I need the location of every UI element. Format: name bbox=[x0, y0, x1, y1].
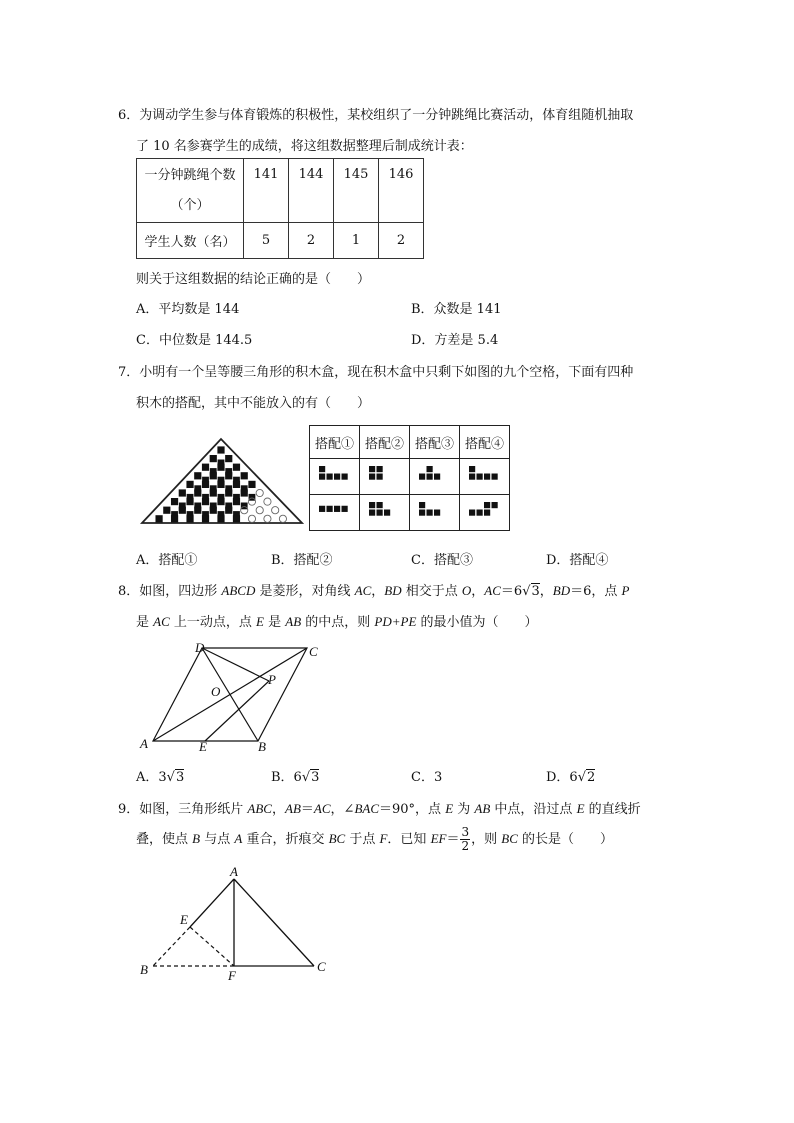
piece-block-square bbox=[419, 509, 425, 515]
q7-header-4: 搭配④ bbox=[460, 426, 510, 459]
filled-block-square bbox=[210, 455, 217, 462]
filled-block-square bbox=[225, 507, 232, 514]
q7-piece-cell bbox=[360, 459, 410, 495]
filled-block-square bbox=[186, 481, 193, 488]
q9-text: 叠，使点 bbox=[136, 832, 193, 847]
q6-value-cell: 144 bbox=[289, 159, 334, 223]
q8-text: 是 bbox=[136, 615, 154, 630]
filled-block-square bbox=[210, 507, 217, 514]
filled-block-square bbox=[241, 489, 248, 496]
filled-block-square bbox=[194, 507, 201, 514]
q6-value-cell: 146 bbox=[379, 159, 424, 223]
q7-triangle-dots bbox=[155, 446, 286, 522]
q8-radicand: 3 bbox=[531, 584, 540, 599]
q7-header-1: 搭配① bbox=[310, 426, 360, 459]
piece-block-square bbox=[369, 466, 375, 472]
piece-block-square bbox=[326, 505, 332, 511]
filled-block-square bbox=[233, 464, 240, 471]
q7-piece-2a bbox=[365, 462, 405, 488]
piece-block-square bbox=[469, 509, 475, 515]
filled-block-square bbox=[210, 489, 217, 496]
q9-text: 中点，沿过点 bbox=[490, 802, 577, 817]
q9-segment-ae bbox=[190, 879, 234, 927]
q8-math: O bbox=[461, 583, 472, 598]
q8-math: PD+PE bbox=[374, 614, 417, 629]
q6-count-cell: 1 bbox=[334, 223, 379, 259]
q9-line1 bbox=[118, 798, 641, 817]
q7-piece-cell bbox=[410, 459, 460, 495]
q9-label-c: C bbox=[317, 959, 326, 974]
filled-block-square bbox=[217, 481, 224, 488]
q8-rhombus-figure bbox=[135, 638, 325, 756]
filled-block-square bbox=[202, 481, 209, 488]
filled-block-square bbox=[249, 494, 256, 501]
q7-piece-3a bbox=[415, 462, 455, 488]
q9-fraction bbox=[460, 826, 470, 853]
filled-block-square bbox=[179, 507, 186, 514]
q9-text: ， bbox=[271, 802, 285, 817]
q9-label-f: F bbox=[228, 968, 236, 983]
filled-block-square bbox=[225, 455, 232, 462]
q7-piece-cell bbox=[310, 459, 360, 495]
q6-option-b[interactable]: B．众数是 141 bbox=[411, 302, 502, 317]
q8-math: BD bbox=[552, 583, 571, 598]
q9-text: ＝ bbox=[300, 802, 314, 817]
q8-text: ＝6 bbox=[500, 584, 523, 599]
q6-value-cell: 141 bbox=[244, 159, 289, 223]
sqrt-icon: √ bbox=[166, 770, 175, 785]
q9-math: AB bbox=[474, 801, 491, 816]
q9-text: 的直线折 bbox=[584, 802, 641, 817]
filled-block-square bbox=[217, 464, 224, 471]
filled-block-square bbox=[233, 515, 240, 522]
filled-block-square bbox=[179, 489, 186, 496]
q9-math: B bbox=[192, 831, 201, 846]
piece-block-square bbox=[434, 509, 440, 515]
q8-text: ， bbox=[471, 584, 485, 599]
filled-block-square bbox=[248, 481, 255, 488]
q9-segment-eb-dashed bbox=[153, 927, 190, 966]
piece-block-square bbox=[476, 509, 482, 515]
q8-number: 8． bbox=[118, 584, 140, 599]
filled-block-square bbox=[186, 498, 193, 505]
q8-option-text: D．6 bbox=[546, 770, 578, 785]
q9-math: BAC bbox=[354, 801, 379, 816]
q8-label-c: C bbox=[309, 644, 318, 659]
q9-frac-num: 3 bbox=[461, 825, 470, 839]
q6-header-a: 一分钟跳绳个数 bbox=[144, 167, 236, 183]
q7-piece-cell bbox=[360, 495, 410, 531]
piece-block-square bbox=[319, 466, 325, 472]
q8-radicand: 3 bbox=[311, 770, 320, 785]
q9-math: EF bbox=[430, 831, 447, 846]
q8-radicand: 3 bbox=[175, 770, 185, 785]
filled-block-square bbox=[155, 515, 162, 522]
q8-text: 上一动点，点 bbox=[169, 615, 257, 630]
q7-option-d[interactable]: D．搭配④ bbox=[546, 553, 609, 568]
q8-text: ， bbox=[539, 584, 553, 599]
filled-block-square bbox=[217, 498, 224, 505]
q7-piece-3b bbox=[415, 498, 455, 524]
q8-option-b[interactable] bbox=[271, 766, 319, 785]
q7-piece-cell bbox=[410, 495, 460, 531]
piece-block-square bbox=[319, 473, 325, 479]
empty-slot-circle bbox=[279, 515, 286, 522]
q8-line1 bbox=[118, 580, 630, 599]
empty-slot-circle bbox=[264, 498, 271, 505]
q6-prompt: 则关于这组数据的结论正确的是（ ） bbox=[136, 272, 371, 287]
q8-math: BD bbox=[384, 583, 402, 598]
piece-block-square bbox=[376, 466, 382, 472]
q8-text: 相交于点 bbox=[401, 584, 462, 599]
q7-option-a[interactable]: A．搭配① bbox=[136, 553, 198, 568]
q6-option-d[interactable]: D．方差是 5.4 bbox=[411, 333, 499, 348]
piece-block-square bbox=[334, 505, 340, 511]
q6-count-cell: 2 bbox=[289, 223, 334, 259]
piece-block-square bbox=[469, 466, 475, 472]
q7-option-b[interactable]: B．搭配② bbox=[271, 553, 333, 568]
empty-slot-circle bbox=[248, 515, 255, 522]
q9-text: ＝ bbox=[446, 832, 460, 847]
q6-line2: 了 10 名参赛学生的成绩，将这组数据整理后制成统计表： bbox=[136, 139, 473, 154]
q7-piece-1a bbox=[315, 462, 355, 488]
sqrt-icon: √ bbox=[301, 770, 311, 785]
q9-segment-ac bbox=[234, 879, 314, 966]
filled-block-square bbox=[233, 481, 240, 488]
piece-block-square bbox=[384, 509, 390, 515]
filled-block-square bbox=[202, 515, 209, 522]
piece-block-square bbox=[376, 509, 382, 515]
q9-number: 9． bbox=[118, 802, 140, 817]
q6-count-cell: 2 bbox=[379, 223, 424, 259]
q8-text: 是 bbox=[263, 615, 286, 630]
q7-piece-cell bbox=[460, 495, 510, 531]
filled-block-square bbox=[194, 472, 201, 479]
piece-block-square bbox=[341, 473, 347, 479]
q7-text1: 小明有一个呈等腰三角形的积木盒，现在积木盒中只剩下如图的九个空格，下面有四种 bbox=[139, 365, 634, 380]
piece-block-square bbox=[426, 509, 432, 515]
q8-option-text: B．6 bbox=[271, 770, 302, 785]
q8-label-b: B bbox=[258, 739, 266, 754]
q8-math: AC bbox=[153, 614, 170, 629]
q9-text: ＝90°，点 bbox=[379, 802, 446, 817]
q8-radicand: 2 bbox=[587, 770, 596, 785]
piece-block-square bbox=[469, 473, 475, 479]
q7-option-c[interactable]: C．搭配③ bbox=[411, 553, 473, 568]
q8-math: AC bbox=[354, 583, 372, 598]
piece-block-square bbox=[484, 473, 490, 479]
q9-text: ，则 bbox=[471, 832, 502, 847]
q8-text: ＝6，点 bbox=[570, 584, 622, 599]
empty-slot-circle bbox=[256, 489, 263, 496]
piece-block-square bbox=[484, 502, 490, 508]
q7-piece-4b bbox=[465, 498, 505, 524]
sqrt-icon: √ bbox=[522, 584, 531, 599]
q8-label-d: D bbox=[195, 640, 205, 655]
q6-count-cell: 5 bbox=[244, 223, 289, 259]
q6-option-a[interactable]: A．平均数是 144 bbox=[136, 302, 240, 317]
q8-line2 bbox=[136, 611, 538, 630]
filled-block-square bbox=[225, 472, 232, 479]
q8-label-e: E bbox=[199, 739, 207, 754]
piece-block-square bbox=[369, 473, 375, 479]
piece-block-square bbox=[341, 505, 347, 511]
q8-text: ， bbox=[371, 584, 385, 599]
q9-math: F bbox=[379, 831, 388, 846]
piece-block-square bbox=[491, 502, 497, 508]
q8-text: 如图，四边形 bbox=[139, 584, 222, 599]
q9-text: 为 bbox=[453, 802, 475, 817]
q8-option-c[interactable] bbox=[411, 766, 442, 785]
sqrt-icon: √ bbox=[577, 770, 586, 785]
piece-block-square bbox=[369, 502, 375, 508]
q6-text1: 为调动学生参与体育锻炼的积极性，某校组织了一分钟跳绳比赛活动，体育组随机抽取 bbox=[139, 108, 634, 123]
q8-option-text: C．3 bbox=[411, 770, 443, 785]
q8-option-text: A．3 bbox=[136, 770, 167, 785]
piece-block-square bbox=[426, 466, 432, 472]
q7-piece-cell bbox=[310, 495, 360, 531]
q9-text: 的长是（ ） bbox=[517, 832, 614, 847]
q7-piece-cell bbox=[460, 459, 510, 495]
filled-block-square bbox=[202, 498, 209, 505]
filled-block-square bbox=[225, 489, 232, 496]
q8-option-d[interactable] bbox=[546, 766, 595, 785]
q9-text: ，∠ bbox=[330, 802, 355, 817]
filled-block-square bbox=[171, 515, 178, 522]
piece-block-square bbox=[426, 473, 432, 479]
q6-option-c[interactable]: C．中位数是 144.5 bbox=[136, 333, 253, 348]
q9-text: 重合，折痕交 bbox=[242, 832, 329, 847]
q8-math: P bbox=[621, 583, 630, 598]
filled-block-square bbox=[210, 472, 217, 479]
q7-piece-1b bbox=[315, 498, 355, 524]
q9-text: 如图，三角形纸片 bbox=[139, 802, 248, 817]
q7-header-2: 搭配② bbox=[360, 426, 410, 459]
q9-triangle-figure bbox=[135, 866, 335, 986]
q8-label-a: A bbox=[140, 736, 148, 751]
q8-label-o: O bbox=[211, 684, 221, 699]
q9-label-a: A bbox=[230, 866, 238, 879]
piece-block-square bbox=[476, 473, 482, 479]
q8-math: AC bbox=[484, 583, 501, 598]
q8-text: 是菱形，对角线 bbox=[255, 584, 355, 599]
q7-line1 bbox=[118, 361, 633, 380]
piece-block-square bbox=[419, 473, 425, 479]
filled-block-square bbox=[241, 472, 248, 479]
q9-math: AC bbox=[313, 801, 331, 816]
q7-piece-4a bbox=[465, 462, 505, 488]
q6-header-students: 学生人数（名） bbox=[137, 223, 244, 259]
filled-block-square bbox=[217, 515, 224, 522]
piece-block-square bbox=[376, 502, 382, 508]
q9-line2 bbox=[136, 826, 613, 853]
q9-math: BC bbox=[501, 831, 518, 846]
q6-header-b: （个） bbox=[170, 197, 210, 213]
q6-stat-table bbox=[136, 158, 424, 259]
q9-text: 于点 bbox=[345, 832, 380, 847]
q8-text: 的中点，则 bbox=[301, 615, 375, 630]
piece-block-square bbox=[419, 502, 425, 508]
piece-block-square bbox=[319, 505, 325, 511]
q8-math: ABCD bbox=[221, 583, 256, 598]
q8-text: 的最小值为（ ） bbox=[416, 615, 538, 630]
q9-label-e: E bbox=[180, 912, 188, 927]
q7-header-3: 搭配③ bbox=[410, 426, 460, 459]
empty-slot-circle bbox=[256, 507, 263, 514]
piece-block-square bbox=[376, 473, 382, 479]
piece-block-square bbox=[334, 473, 340, 479]
q9-math: AB bbox=[285, 801, 301, 816]
empty-slot-circle bbox=[272, 507, 279, 514]
q6-line1 bbox=[118, 104, 633, 123]
piece-block-square bbox=[326, 473, 332, 479]
q7-piece-2b bbox=[365, 498, 405, 524]
piece-block-square bbox=[434, 473, 440, 479]
q9-math: E bbox=[576, 801, 585, 816]
q8-math: AB bbox=[285, 614, 302, 629]
piece-block-square bbox=[484, 509, 490, 515]
q9-math: BC bbox=[328, 831, 346, 846]
q7-line2: 积木的搭配，其中不能放入的有（ ） bbox=[136, 396, 371, 411]
q8-option-a[interactable] bbox=[136, 766, 184, 785]
q7-number: 7． bbox=[118, 365, 140, 380]
filled-block-square bbox=[171, 498, 178, 505]
piece-block-square bbox=[491, 473, 497, 479]
q9-label-b: B bbox=[140, 962, 148, 977]
filled-block-square bbox=[217, 446, 224, 453]
q6-number: 6． bbox=[118, 108, 140, 123]
filled-block-square bbox=[194, 489, 201, 496]
q9-fold-crease-ef bbox=[190, 927, 234, 966]
filled-block-square bbox=[186, 515, 193, 522]
q9-math: A bbox=[234, 831, 243, 846]
q6-value-cell: 145 bbox=[334, 159, 379, 223]
filled-block-square bbox=[202, 464, 209, 471]
q6-header-count bbox=[137, 159, 244, 223]
filled-block-square bbox=[233, 498, 240, 505]
q9-text: 与点 bbox=[200, 832, 235, 847]
q9-frac-den: 2 bbox=[461, 839, 470, 853]
q8-math: E bbox=[256, 614, 264, 629]
q7-match-table bbox=[309, 425, 510, 531]
piece-block-square bbox=[369, 509, 375, 515]
filled-block-square bbox=[163, 507, 170, 514]
q8-label-p: P bbox=[268, 672, 276, 687]
empty-slot-circle bbox=[264, 515, 271, 522]
q9-text: ．已知 bbox=[387, 832, 431, 847]
q7-triangle-box-figure bbox=[140, 436, 305, 526]
filled-block-square bbox=[241, 503, 248, 510]
q9-math: E bbox=[445, 801, 454, 816]
q9-math: ABC bbox=[247, 801, 272, 816]
